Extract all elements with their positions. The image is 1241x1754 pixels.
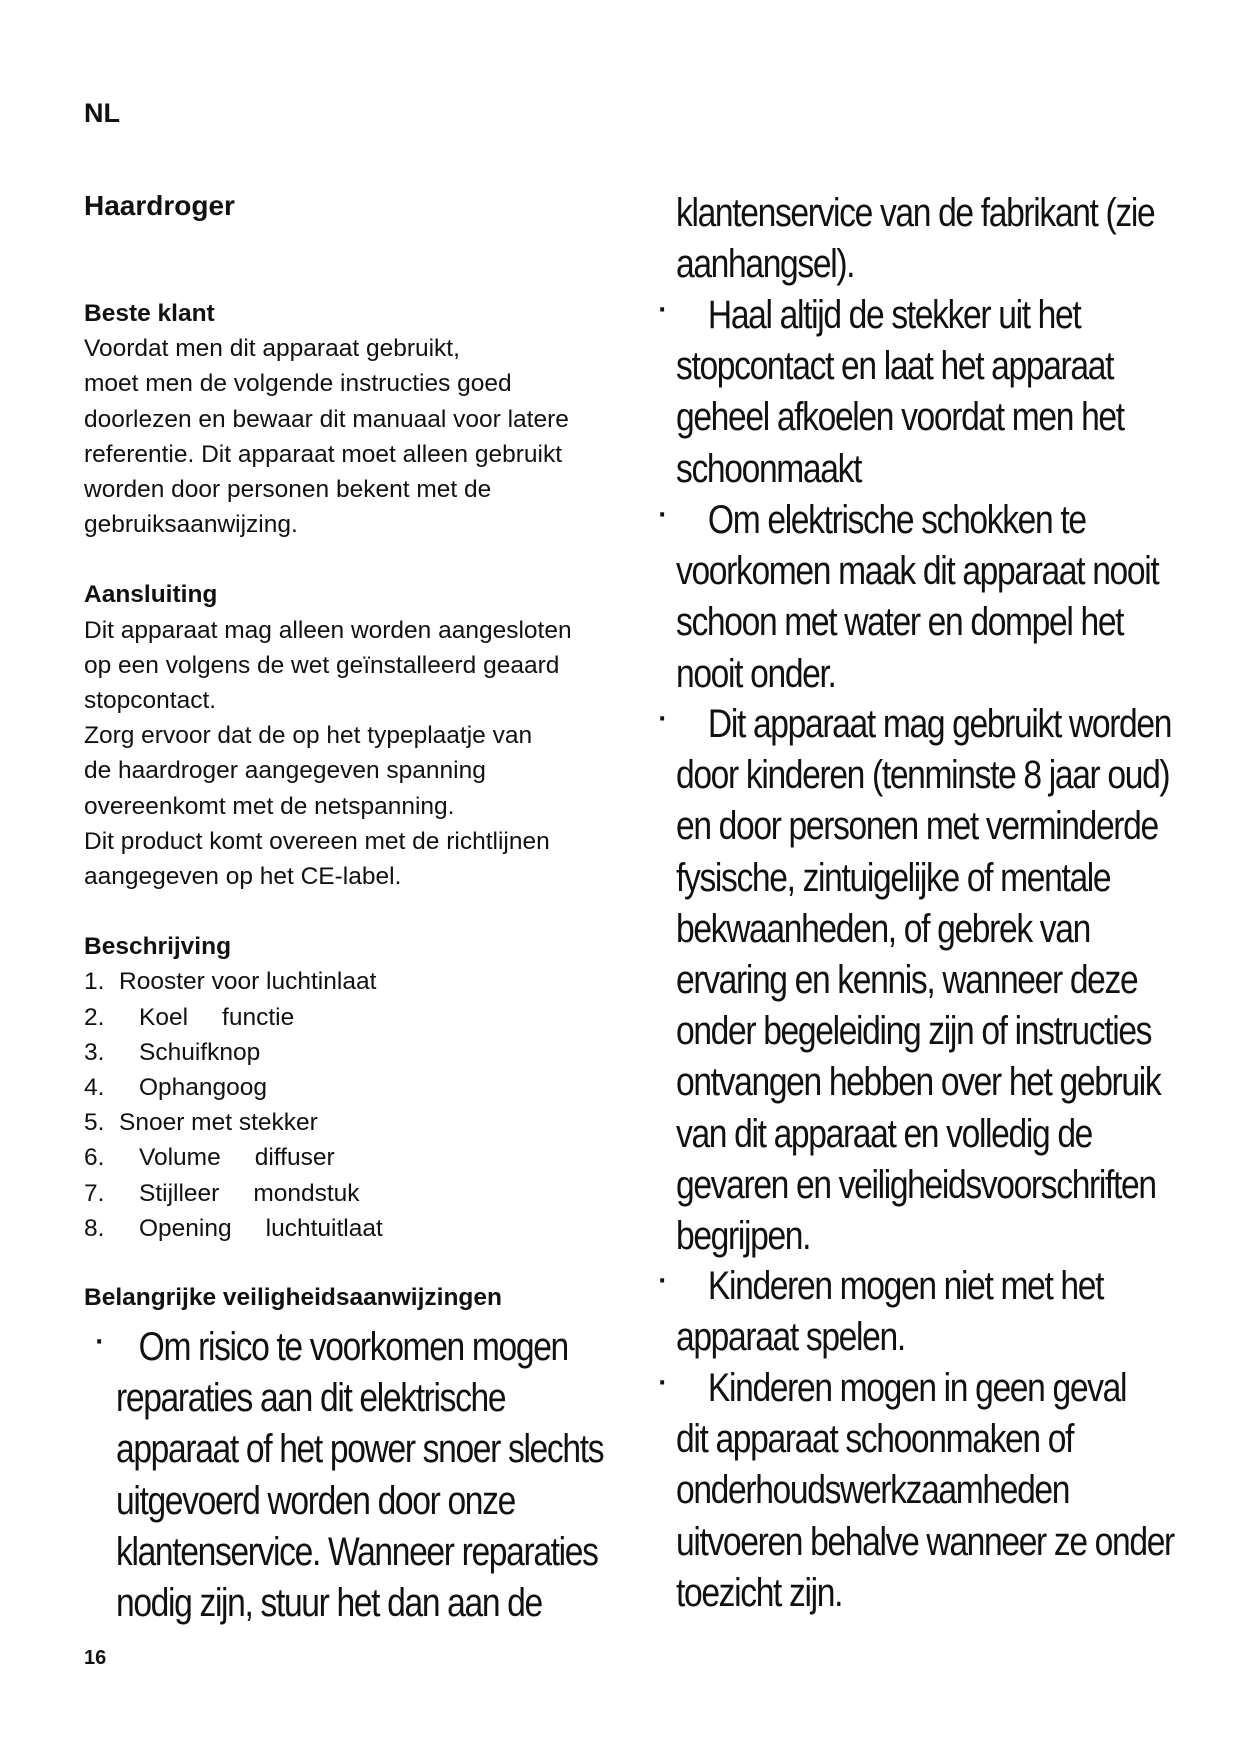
- list-item: [84, 1176, 644, 1211]
- item-label-suffix: mondstuk: [253, 1179, 360, 1207]
- item-number: 6.: [84, 1144, 105, 1172]
- connection-heading: Aansluiting: [84, 581, 218, 609]
- list-item: [84, 1000, 644, 1035]
- intro-line: Voordat men dit apparaat gebruikt,: [84, 335, 460, 363]
- bullet-icon: ·: [658, 1269, 667, 1294]
- item-label: Volume: [139, 1144, 221, 1172]
- bullet-line: schoonmaakt: [676, 446, 862, 491]
- bullet-line: dit apparaat schoonmaken of: [676, 1417, 1074, 1462]
- bullet-line: bekwaanheden, of gebrek van: [676, 906, 1090, 951]
- bullet-line: nooit onder.: [676, 651, 836, 696]
- intro-line: moet men de volgende instructies goed: [84, 370, 512, 398]
- item-label: Koel: [139, 1003, 189, 1031]
- safety-heading: Belangrijke veiligheidsaanwijzingen: [84, 1284, 502, 1311]
- section-spacer: [84, 894, 644, 929]
- bullet-line: onderhoudswerkzaamheden: [676, 1468, 1070, 1513]
- item-number: 1.: [84, 968, 105, 996]
- bullet-line: voorkomen maak dit apparaat nooit: [676, 549, 1159, 594]
- bullet-text: [676, 495, 1158, 700]
- bullet-text: [116, 1322, 603, 1629]
- bullet-line: Haal altijd de stekker uit het: [707, 293, 1081, 337]
- bullet-line: van dit apparaat en volledig de: [676, 1111, 1093, 1156]
- item-label: Schuifknop: [139, 1038, 261, 1066]
- left-column: [84, 296, 644, 1246]
- bullet-line: begrijpen.: [676, 1214, 811, 1259]
- bullet-line: stopcontact en laat het apparaat: [676, 344, 1114, 389]
- item-number: 8.: [84, 1214, 105, 1242]
- item-label-suffix: diffuser: [254, 1144, 335, 1172]
- bullet-line: ervaring en kennis, wanneer deze: [676, 958, 1138, 1003]
- item-number: 2.: [84, 1003, 105, 1031]
- connection-line: stopcontact.: [84, 687, 217, 715]
- bullet-line: nodig zijn, stuur het dan aan de: [116, 1581, 542, 1626]
- list-item: [84, 1070, 644, 1105]
- bullet-line: door kinderen (tenminste 8 jaar oud): [676, 753, 1170, 798]
- bullet-line: schoon met water en dompel het: [676, 600, 1124, 645]
- connection-line: Dit apparaat mag alleen worden aangesloten: [84, 616, 572, 644]
- item-label: Opening: [139, 1214, 232, 1242]
- bullet-icon: ·: [658, 298, 667, 323]
- item-number: 5.: [84, 1109, 105, 1137]
- bullet-line: klantenservice. Wanneer reparaties: [116, 1529, 598, 1574]
- list-item: [84, 1035, 644, 1070]
- bullet-text: [676, 1261, 1103, 1363]
- bullet-line: Om risico te voorkomen mogen: [138, 1325, 568, 1369]
- connection-line: overeenkomt met de netspanning.: [84, 792, 455, 820]
- bullet-line: geheel afkoelen voordat men het: [676, 395, 1124, 440]
- bullet-line: toezicht zijn.: [676, 1570, 843, 1615]
- list-item: [84, 1140, 644, 1175]
- bullet-line: onder begeleiding zijn of instructies: [676, 1009, 1152, 1054]
- intro-heading: Beste klant: [84, 300, 215, 327]
- page-number: 16: [84, 1647, 107, 1669]
- intro-line: gebruiksaanwijzing.: [84, 511, 298, 539]
- bullet-line: uitvoeren behalve wanneer ze onder: [676, 1519, 1174, 1564]
- bullet-icon: ·: [658, 1371, 667, 1396]
- bullet-line: Om elektrische schokken te: [707, 498, 1086, 542]
- bullet-icon: ·: [658, 707, 667, 732]
- bullet-icon: ·: [95, 1330, 104, 1355]
- item-number: 3.: [84, 1038, 105, 1066]
- bullet-line: ontvangen hebben over het gebruik: [676, 1060, 1161, 1105]
- intro-paragraph: [84, 331, 644, 542]
- bullet-line: apparaat spelen.: [676, 1315, 905, 1360]
- bullet-line: reparaties aan dit elektrische: [116, 1376, 506, 1421]
- connection-line: Dit product komt overeen met de richtlijnen: [84, 827, 550, 855]
- continuation-line: aanhangsel).: [676, 242, 855, 287]
- continuation-text: [676, 188, 1154, 290]
- item-label-suffix: luchtuitlaat: [265, 1214, 383, 1242]
- language-code: NL: [84, 98, 120, 128]
- bullet-line: uitgevoerd worden door onze: [116, 1478, 515, 1523]
- connection-paragraph: [84, 613, 644, 895]
- item-label: Stijlleer: [139, 1179, 220, 1207]
- description-heading: Beschrijving: [84, 933, 232, 961]
- parts-list: [84, 964, 644, 1246]
- bullet-text: [676, 290, 1124, 495]
- continuation-line: klantenservice van de fabrikant (zie: [676, 191, 1155, 235]
- bullet-icon: ·: [658, 503, 667, 528]
- bullet-line: fysische, zintuigelijke of mentale: [676, 855, 1111, 900]
- item-label: Snoer met stekker: [119, 1109, 318, 1137]
- document-title: Haardroger: [84, 190, 235, 221]
- item-label: Rooster voor luchtinlaat: [119, 968, 377, 996]
- bullet-text: [676, 699, 1171, 1262]
- list-item: [84, 1211, 644, 1246]
- item-number: 7.: [84, 1179, 105, 1207]
- list-item: [84, 964, 644, 999]
- intro-line: referentie. Dit apparaat moet alleen gebruikt: [84, 440, 563, 468]
- connection-line: aangegeven op het CE-label.: [84, 863, 402, 891]
- bullet-line: Dit apparaat mag gebruikt worden: [707, 702, 1172, 746]
- bullet-line: en door personen met verminderde: [676, 804, 1158, 849]
- connection-line: de haardroger aangegeven spanning: [84, 757, 486, 785]
- section-spacer: [84, 542, 644, 577]
- bullet-text: [676, 1363, 1174, 1619]
- intro-line: worden door personen bekent met de: [84, 476, 492, 504]
- intro-line: doorlezen en bewaar dit manuaal voor latere: [84, 405, 569, 433]
- item-number: 4.: [84, 1074, 105, 1102]
- bullet-line: Kinderen mogen in geen geval: [707, 1366, 1127, 1410]
- connection-line: Zorg ervoor dat de op het typeplaatje van: [84, 722, 533, 750]
- item-label: Ophangoog: [139, 1074, 268, 1102]
- item-label-suffix: functie: [222, 1003, 295, 1031]
- bullet-line: gevaren en veiligheidsvoorschriften: [676, 1162, 1156, 1207]
- connection-line: op een volgens de wet geïnstalleerd geaard: [84, 651, 560, 679]
- list-item: [84, 1105, 644, 1140]
- bullet-line: Kinderen mogen niet met het: [707, 1264, 1104, 1308]
- bullet-line: apparaat of het power snoer slechts: [116, 1427, 604, 1472]
